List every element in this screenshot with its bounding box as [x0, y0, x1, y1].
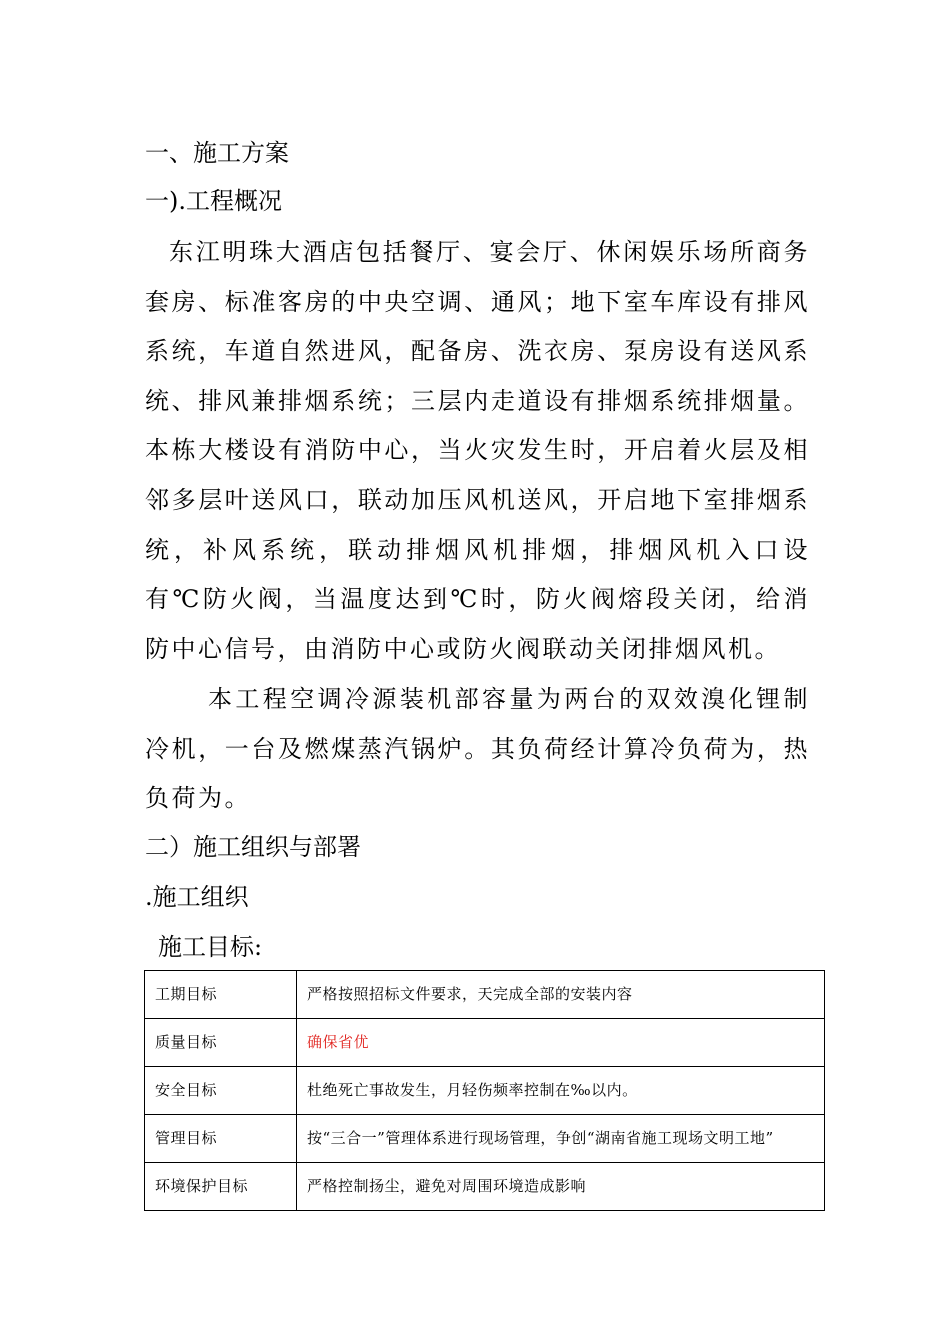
table-row: [145, 1067, 825, 1115]
organization-heading: .施工组织: [145, 883, 249, 911]
goal-label: 管理目标: [145, 1115, 297, 1163]
goal-value: 杜绝死亡事故发生，月轻伤频率控制在‰以内。: [297, 1067, 825, 1115]
construction-goals-table: [144, 970, 825, 1211]
subsection-heading-overview: 一).工程概况: [145, 187, 282, 215]
cooling-source-paragraph: 本工程空调冷源装机部容量为两台的双效溴化锂制冷机，一台及燃煤蒸汽锅炉。其负荷经计算冷负荷为，热负荷为。: [145, 685, 810, 813]
goal-value: 严格按照招标文件要求，天完成全部的安装内容: [297, 971, 825, 1019]
goal-value: 严格控制扬尘，避免对周围环境造成影响: [297, 1163, 825, 1211]
section-heading: 一、施工方案: [145, 139, 289, 167]
subsection-heading-organization: 二）施工组织与部署: [145, 833, 361, 861]
table-row: [145, 1019, 825, 1067]
table-row: [145, 1163, 825, 1211]
goal-value: 按“三合一”管理体系进行现场管理，争创“湖南省施工现场文明工地”: [297, 1115, 825, 1163]
table-row: [145, 1115, 825, 1163]
goals-heading: 施工目标:: [158, 933, 263, 961]
goal-label: 安全目标: [145, 1067, 297, 1115]
goal-label: 环境保护目标: [145, 1163, 297, 1211]
goal-label: 工期目标: [145, 971, 297, 1019]
goal-value-highlighted: 确保省优: [297, 1019, 825, 1067]
table-row: [145, 971, 825, 1019]
goal-label: 质量目标: [145, 1019, 297, 1067]
overview-paragraph: 东江明珠大酒店包括餐厅、宴会厅、休闲娱乐场所商务套房、标准客房的中央空调、通风；地下室车库设有排风系统，车道自然进风，配备房、洗衣房、泵房设有送风系统、排风兼排烟系统；三层内走道设有排烟系统排烟量。本栋大楼设有消防中心，当火灾发生时，开启着火层及相邻多层叶送风口，联动加压风机送风，开启地下室排烟系统，补风系统，联动排烟风机排烟，排烟风机入口设有℃防火阀，当温度达到℃时，防火阀熔段关闭，给消防中心信号，由消防中心或防火阀联动关闭排烟风机。: [145, 238, 810, 663]
